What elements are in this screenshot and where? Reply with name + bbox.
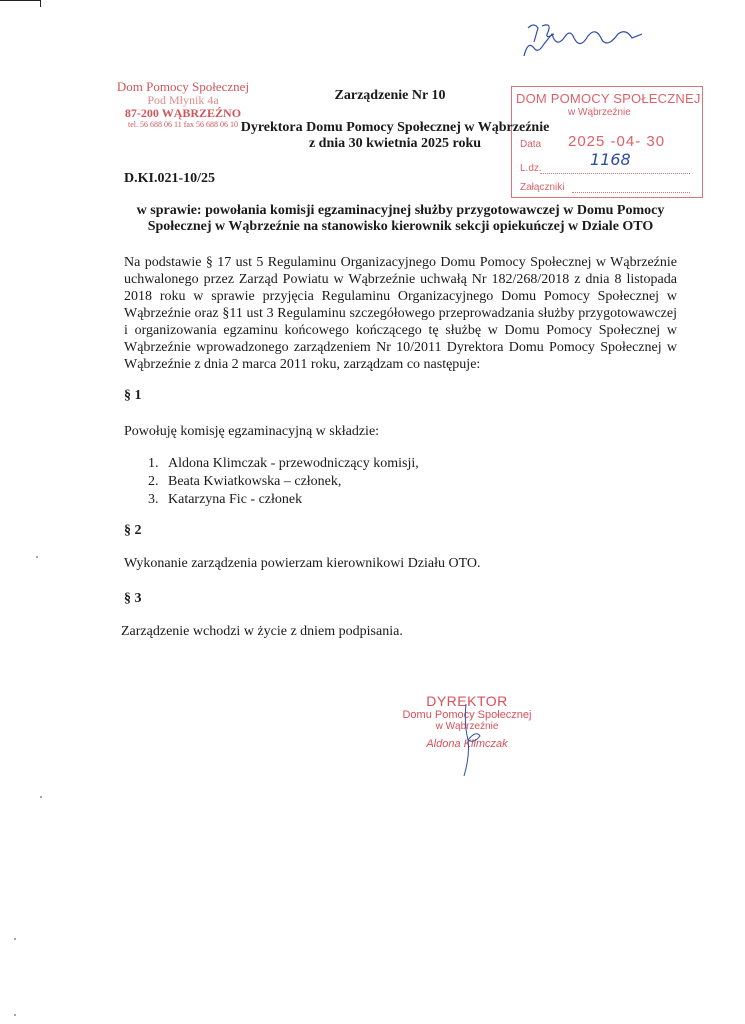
registry-attachments-dots <box>572 182 690 193</box>
list-item-text: Beata Kwiatkowska – członek, <box>168 474 342 489</box>
document-issuer: Dyrektora Domu Pomocy Społecznej w Wąbrzeźnie <box>240 120 550 135</box>
director-stamp-city: w Wąbrzeźnie <box>435 721 499 733</box>
director-stamp-name: Aldona Klimczak <box>426 738 508 751</box>
list-item-number: 3. <box>148 492 159 507</box>
document-number: D.KI.021-10/25 <box>124 171 215 186</box>
stamp-left-city: 87-200 WĄBRZEŹNO <box>124 106 242 121</box>
section-3-heading: § 3 <box>124 591 142 606</box>
scan-speck <box>36 556 38 558</box>
list-item <box>148 473 419 491</box>
list-item-number: 2. <box>148 474 159 489</box>
list-item-text: Katarzyna Fic - członek <box>168 492 303 507</box>
list-item-number: 1. <box>148 456 159 471</box>
document-date: z dnia 30 kwietnia 2025 roku <box>308 136 482 151</box>
list-item <box>148 455 419 473</box>
registry-attachments-label: Załączniki <box>520 182 565 193</box>
registry-stamp-subtitle: w Wąbrzeźnie <box>568 107 631 118</box>
list-item-text: Aldona Klimczak - przewodniczący komisji, <box>168 456 419 471</box>
registry-ldz-value: 1168 <box>590 150 631 169</box>
stamp-left-name: Dom Pomocy Społecznej <box>116 79 250 94</box>
stamp-left-street: Pod Młynik 4a <box>147 93 219 108</box>
registry-date-value: 2025 -04- 30 <box>568 133 666 150</box>
scan-speck <box>14 938 16 940</box>
committee-members-list <box>148 455 419 509</box>
section-2-heading: § 2 <box>124 523 142 538</box>
document-subject: w sprawie: powołania komisji egzaminacyjnej służby przygotowawczej w Domu Pomocy Społecznej w Wąbrzeźnie na stanowisko kierownik sekcji opiekuńczej w Dziale OTO <box>136 203 665 234</box>
director-signature <box>448 700 488 780</box>
section-2-text: Wykonanie zarządzenia powierzam kierownikowi Działu OTO. <box>124 556 481 571</box>
preamble-text: Na podstawie § 17 ust 5 Regulaminu Organizacyjnego Domu Pomocy Społecznej w Wąbrzeźnie uchwalonego przez Zarząd Powiatu w Wąbrzeźnie uchwałą Nr 182/268/2018 z dnia 8 listopada 2018 roku w sprawie przyjęcia Regulaminu Organizacyjnego Domu Pomocy Społecznej w Wąbrzeźnie oraz §11 ust 3 Regulaminu szczegółowego przeprowadzania służby przygotowawczej i organizowania egzaminu końcowego kończącego tę służbę w Domu Pomocy Społecznej w Wąbrzeźnie wprowadzonego zarządzeniem Nr 10/2011 Dyrektora Domu Pomocy Społecznej w Wąbrzeźnie z dnia 2 marca 2011 roku, zarządzam co następuje: <box>124 255 677 372</box>
stamp-left-phone: tel. 56 688 06 11 fax 56 688 06 10 <box>128 119 238 129</box>
section-3-text: Zarządzenie wchodzi w życie z dniem podpisania. <box>121 624 403 639</box>
registry-date-label: Data <box>520 139 542 150</box>
scan-speck <box>14 1014 16 1016</box>
handwritten-signature-top <box>520 16 660 68</box>
document-title: Zarządzenie Nr 10 <box>334 88 446 103</box>
section-1-text: Powołuję komisję egzaminacyjną w składzie: <box>124 424 380 439</box>
director-stamp-title: DYREKTOR <box>426 693 508 709</box>
scan-edge-mark <box>0 0 41 7</box>
registry-ldz-label: L.dz. <box>520 163 542 174</box>
scan-speck <box>40 796 42 798</box>
registry-stamp-title: DOM POMOCY SPOŁECZNEJ <box>516 91 701 106</box>
director-stamp-institution: Domu Pomocy Społecznej <box>402 709 532 722</box>
list-item <box>148 491 419 509</box>
section-1-heading: § 1 <box>124 388 142 403</box>
